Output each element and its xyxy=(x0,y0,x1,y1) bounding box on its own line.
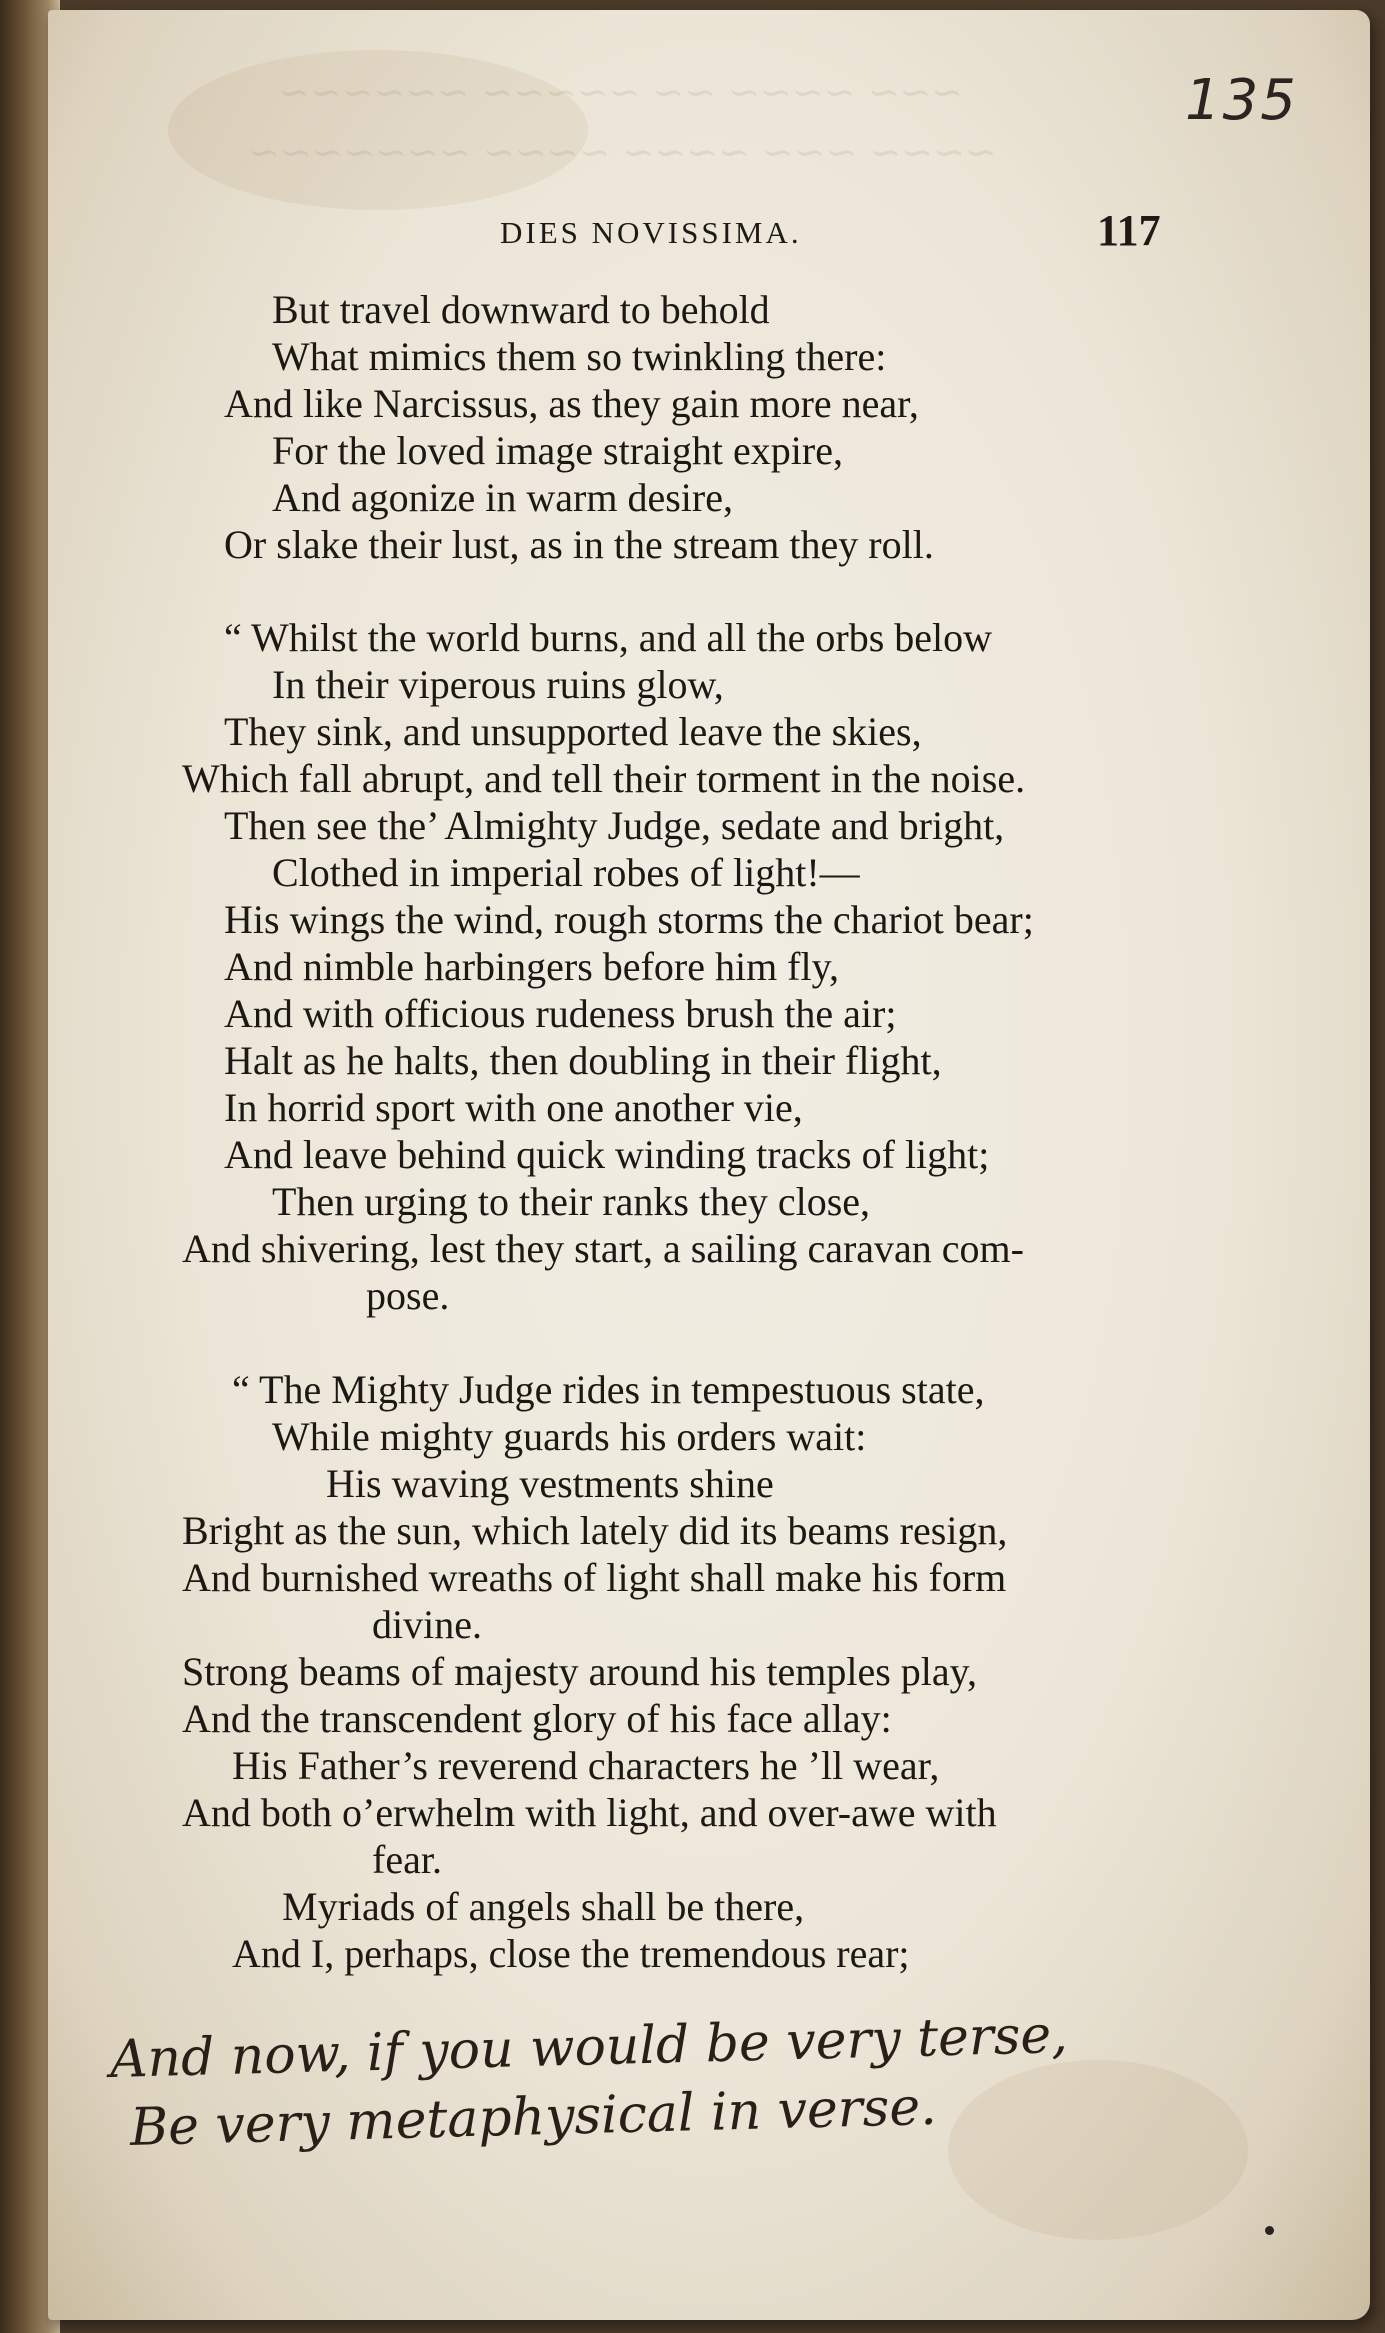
running-head: DIES NOVISSIMA. xyxy=(500,215,802,250)
verse-line: While mighty guards his orders wait: xyxy=(272,1414,867,1459)
verse-line: Then urging to their ranks they close, xyxy=(272,1179,871,1224)
verse-line: Bright as the sun, which lately did its beams resign, xyxy=(182,1508,1008,1553)
verse-line: And I, perhaps, close the tremendous rear; xyxy=(232,1931,910,1976)
verse-line: For the loved image straight expire, xyxy=(272,428,843,473)
verse-line: His Father’s reverend characters he ’ll wear, xyxy=(232,1743,940,1788)
manuscript-page-number: 135 xyxy=(1185,68,1298,133)
verse-line: And burnished wreaths of light shall make his form xyxy=(182,1555,1007,1600)
verse-line: And agonize in warm desire, xyxy=(272,475,733,520)
ink-dot xyxy=(1265,2226,1274,2235)
verse-line: fear. xyxy=(372,1837,442,1882)
page-stain xyxy=(948,2060,1248,2240)
verse-line: Then see the’ Almighty Judge, sedate and bright, xyxy=(224,803,1005,848)
verse-line: His wings the wind, rough storms the chariot bear; xyxy=(224,897,1034,942)
handwritten-note-line: And now, if you would be very terse, xyxy=(109,2004,1069,2090)
bleed-through-text: ~~~ ~~~~ ~~ ~~~~~ ~~~~~~ xyxy=(278,70,964,114)
verse-line: In their viperous ruins glow, xyxy=(272,662,724,707)
folio-number: 117 xyxy=(1097,206,1161,255)
verse-line: Which fall abrupt, and tell their torment in the noise. xyxy=(182,756,1026,801)
verse-line: And both o’erwhelm with light, and over-awe with xyxy=(182,1790,997,1835)
verse-line: And shivering, lest they start, a sailing caravan com- xyxy=(182,1226,1024,1271)
verse-line: But travel downward to behold xyxy=(272,287,770,332)
verse-line: Strong beams of majesty around his temples play, xyxy=(182,1649,978,1694)
verse-line: “ Whilst the world burns, and all the orbs below xyxy=(224,615,993,660)
verse-line: And with officious rudeness brush the air; xyxy=(224,991,897,1036)
verse-line: And like Narcissus, as they gain more near, xyxy=(224,381,919,426)
verse-line: divine. xyxy=(372,1602,482,1647)
verse-line: pose. xyxy=(366,1273,450,1318)
bleed-through-text: ~~~~ ~~~ ~~~~ ~~~~ ~~~~~~~ xyxy=(248,130,997,174)
verse-line: In horrid sport with one another vie, xyxy=(224,1085,803,1130)
verse-line: “ The Mighty Judge rides in tempestuous state, xyxy=(232,1367,985,1412)
verse-line: And the transcendent glory of his face allay: xyxy=(182,1696,892,1741)
verse-line: They sink, and unsupported leave the skies, xyxy=(224,709,922,754)
verse-line: Myriads of angels shall be there, xyxy=(282,1884,805,1929)
verse-line: Halt as he halts, then doubling in their flight, xyxy=(224,1038,942,1083)
verse-line: Or slake their lust, as in the stream they roll. xyxy=(224,522,934,567)
verse-line: His waving vestments shine xyxy=(326,1461,774,1506)
verse-line: And leave behind quick winding tracks of light; xyxy=(224,1132,990,1177)
verse-line: What mimics them so twinkling there: xyxy=(272,334,887,379)
handwritten-note-line: Be very metaphysical in verse. xyxy=(129,2076,938,2158)
verse-line: Clothed in imperial robes of light!— xyxy=(272,850,860,895)
verse-line: And nimble harbingers before him fly, xyxy=(224,944,840,989)
